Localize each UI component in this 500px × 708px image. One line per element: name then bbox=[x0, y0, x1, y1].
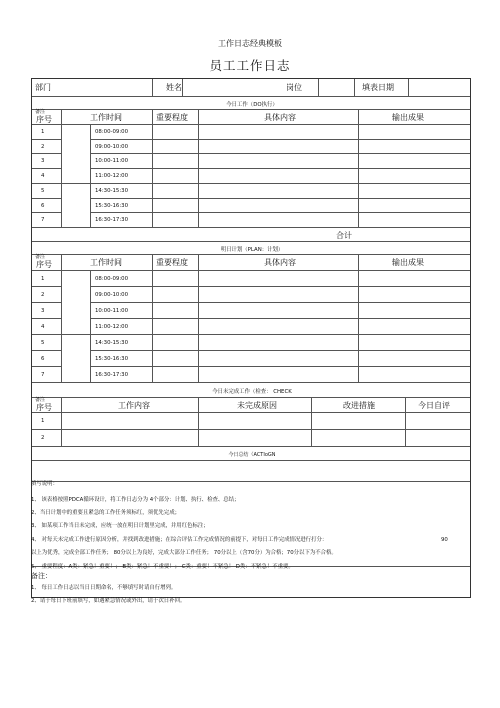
remark-line-1: 1、 每日工作日志以当日日期命名，不够填写时请自行增列。 bbox=[31, 585, 177, 591]
grid-line bbox=[61, 109, 62, 227]
today-section-title-row bbox=[32, 96, 470, 109]
date-input[interactable] bbox=[408, 79, 472, 96]
grid-line bbox=[358, 254, 359, 382]
grid-line bbox=[198, 254, 199, 382]
divider bbox=[354, 79, 355, 96]
grid-line bbox=[311, 397, 312, 446]
merged-period-cell bbox=[62, 349, 90, 367]
today-row[interactable] bbox=[32, 183, 470, 198]
tomorrow-section-title: 明日计划（PLAN：计划） bbox=[220, 247, 284, 253]
grid-line bbox=[90, 124, 91, 227]
instructions bbox=[31, 482, 471, 572]
row-number: 2 bbox=[41, 143, 45, 150]
grid-line bbox=[152, 109, 153, 227]
tomorrow-corner-note: 备注 bbox=[35, 254, 46, 260]
col-work-content: 工作内容 bbox=[118, 401, 150, 410]
col-self-eval: 今日自评 bbox=[418, 401, 450, 410]
time-slot: 16:30-17:30 bbox=[95, 372, 129, 378]
time-slot: 16:30-17:30 bbox=[95, 217, 129, 224]
col-time: 工作时间 bbox=[90, 113, 122, 122]
today-section-title: 今日工作（DO执行） bbox=[226, 102, 278, 108]
instruction-line-5: 以上为优秀，完成全部工作任务； 80分以上为良好，完成大部分工作任务； 70分以上（含70分）为合格；70分以下为不合格。 bbox=[31, 550, 337, 556]
col-improvement: 改进措施 bbox=[343, 401, 375, 410]
today-row[interactable] bbox=[32, 198, 470, 213]
col-no: 序号 bbox=[36, 115, 52, 124]
col-no: 序号 bbox=[36, 403, 52, 412]
divider bbox=[152, 79, 153, 96]
today-row[interactable] bbox=[32, 168, 470, 183]
today-total-row bbox=[32, 227, 470, 241]
time-slot: 14:30-15:30 bbox=[95, 187, 129, 194]
tomorrow-row[interactable] bbox=[32, 334, 470, 350]
tomorrow-row[interactable] bbox=[32, 286, 470, 302]
row-number: 1 bbox=[41, 129, 45, 135]
position-input[interactable] bbox=[318, 79, 354, 96]
time-slot: 10:00-11:00 bbox=[95, 308, 129, 314]
name-label: 姓名 bbox=[166, 83, 182, 92]
instruction-line-6: 5、 重要程度：A类：紧急！重要！； B类：紧急！不重要！； C类：重要！不紧急！ D类：不紧急！不重要。 bbox=[31, 564, 294, 570]
document-title: 工作日志经典模板 bbox=[218, 39, 282, 48]
merged-period-cell bbox=[62, 285, 90, 319]
summary-section-title-row bbox=[32, 446, 470, 460]
instructions-title: 填写说明： bbox=[31, 481, 58, 487]
row-number: 2 bbox=[41, 435, 45, 441]
row-number: 7 bbox=[41, 217, 45, 224]
time-slot: 09:00-10:00 bbox=[95, 143, 129, 150]
today-column-header bbox=[32, 109, 470, 124]
grid-line bbox=[61, 254, 62, 382]
remarks-title: 备注： bbox=[31, 572, 52, 580]
time-slot: 09:00-10:00 bbox=[95, 292, 129, 298]
today-row[interactable] bbox=[32, 139, 470, 154]
form-title: 员工工作日志 bbox=[209, 58, 291, 73]
today-row[interactable] bbox=[32, 153, 470, 168]
grid-line bbox=[405, 397, 406, 446]
col-output: 输出成果 bbox=[392, 113, 424, 122]
row-number: 4 bbox=[41, 173, 45, 180]
grid-line bbox=[152, 254, 153, 382]
tomorrow-row[interactable] bbox=[32, 302, 470, 318]
grid-line bbox=[90, 270, 91, 382]
col-no: 序号 bbox=[36, 260, 52, 269]
instruction-line-2: 2、当日计划中的重要且紧急的工作任务须标红，须优先完成； bbox=[31, 510, 180, 516]
col-reason: 未完成原因 bbox=[237, 401, 277, 410]
instruction-score-90: 90 bbox=[441, 537, 448, 543]
merged-period-cell bbox=[62, 197, 90, 214]
col-importance: 重要程度 bbox=[156, 113, 188, 122]
tomorrow-row[interactable] bbox=[32, 366, 470, 382]
summary-section-title: 今日总结（ACTIoGN bbox=[228, 452, 276, 458]
tomorrow-section-title-row bbox=[32, 241, 470, 254]
tomorrow-row[interactable] bbox=[32, 350, 470, 366]
time-slot: 11:00-12:00 bbox=[95, 173, 129, 180]
grid-line bbox=[61, 397, 62, 446]
unfinished-section-title-row bbox=[32, 382, 470, 397]
row-number: 2 bbox=[41, 292, 45, 298]
col-output: 输出成果 bbox=[392, 258, 424, 267]
header-row bbox=[32, 79, 470, 96]
row-number: 1 bbox=[41, 276, 45, 282]
row-number: 1 bbox=[41, 418, 45, 424]
row-number: 3 bbox=[41, 158, 45, 165]
row-number: 3 bbox=[41, 308, 45, 314]
time-slot: 11:00-12:00 bbox=[95, 324, 129, 330]
row-number: 5 bbox=[41, 340, 45, 346]
date-label: 填表日期 bbox=[362, 83, 394, 92]
remarks bbox=[31, 574, 471, 604]
col-time: 工作时间 bbox=[90, 258, 122, 267]
today-total-label: 合计 bbox=[336, 231, 352, 240]
row-number: 4 bbox=[41, 324, 45, 330]
time-slot: 10:00-11:00 bbox=[95, 158, 129, 165]
position-label: 岗位 bbox=[286, 83, 302, 92]
col-content: 具体内容 bbox=[264, 258, 296, 267]
today-row[interactable] bbox=[32, 124, 470, 139]
grid-line bbox=[198, 397, 199, 446]
time-slot: 08:00-09:00 bbox=[95, 276, 129, 282]
tomorrow-row[interactable] bbox=[32, 318, 470, 334]
remark-line-2: 2、请于每日下班前填写，如遇紧急情况或外出，请于次日补回。 bbox=[31, 598, 186, 604]
merged-period-cell bbox=[62, 138, 90, 169]
row-number: 5 bbox=[41, 187, 45, 194]
tomorrow-row[interactable] bbox=[32, 270, 470, 286]
unfinished-section-title: 今日未完成工作（检查： CHECK bbox=[212, 389, 292, 395]
tomorrow-column-header bbox=[32, 254, 470, 270]
grid-line bbox=[198, 109, 199, 227]
instruction-line-3: 3、 如某项工作当日未完成，应统一放在明日计划里完成，并用红色标注； bbox=[31, 523, 209, 529]
time-slot: 15:30-16:30 bbox=[95, 356, 129, 362]
today-row[interactable] bbox=[32, 212, 470, 227]
unfinished-corner-note: 备注 bbox=[35, 397, 46, 403]
today-corner-note: 备注 bbox=[35, 109, 46, 115]
instruction-line-1: 1、 该表格按照PDCA循环设计，将工作日志分为 4个部分：计划、执行、检查、总结； bbox=[31, 497, 240, 503]
time-slot: 14:30-15:30 bbox=[95, 340, 129, 346]
time-slot: 15:30-16:30 bbox=[95, 202, 129, 209]
grid-line bbox=[358, 109, 359, 227]
row-number: 6 bbox=[41, 202, 45, 209]
instruction-line-4: 4、 对每天未完成工作进行原因分析，并找到改进措施；在综合评估工作完成情况的前提下，对每日工作完成情况进行打分： bbox=[31, 537, 328, 543]
summary-body[interactable] bbox=[32, 460, 470, 481]
col-content: 具体内容 bbox=[264, 113, 296, 122]
row-number: 7 bbox=[41, 372, 45, 378]
col-importance: 重要程度 bbox=[156, 258, 188, 267]
time-slot: 08:00-09:00 bbox=[95, 129, 129, 135]
dept-label: 部门 bbox=[35, 83, 51, 92]
dept-input[interactable] bbox=[60, 79, 152, 96]
row-number: 6 bbox=[41, 356, 45, 362]
name-input[interactable] bbox=[182, 79, 282, 96]
